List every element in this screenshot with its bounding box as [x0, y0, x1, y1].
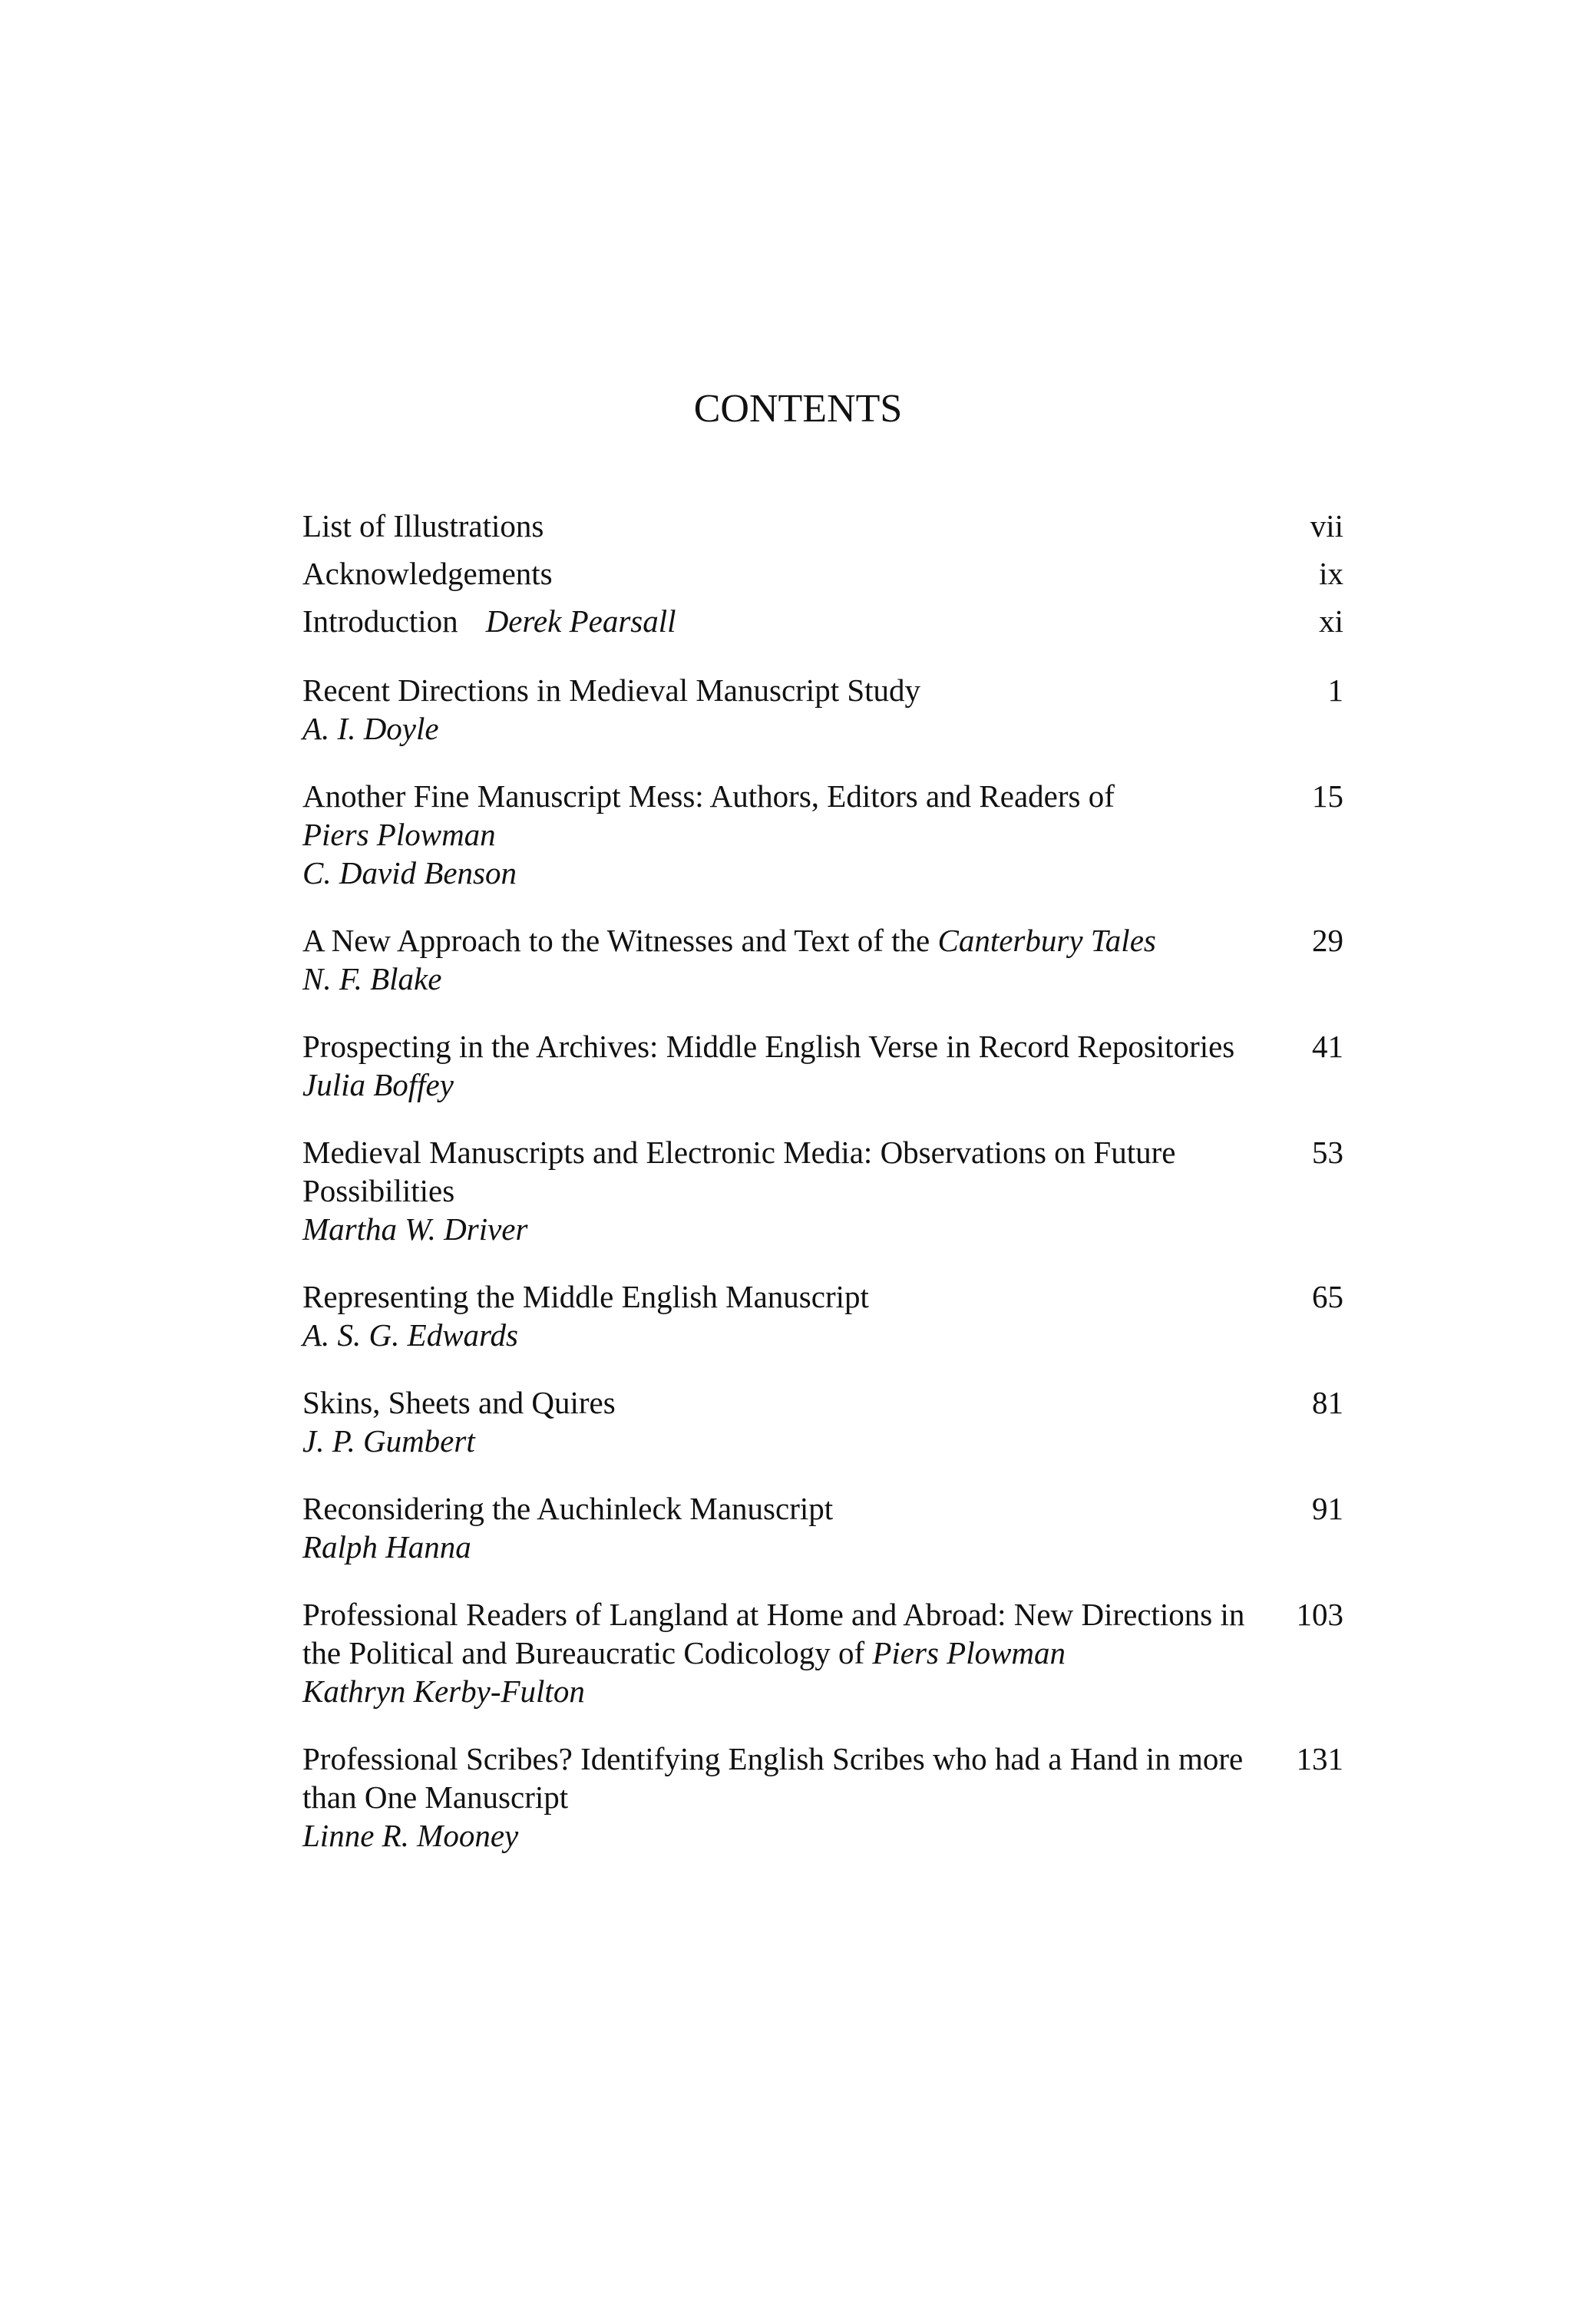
toc-entry	[302, 1027, 1343, 1104]
toc-entry-author: Kathryn Kerby-Fulton	[302, 1674, 585, 1709]
toc-entry-text	[302, 1489, 1262, 1566]
toc-entry-page: vii	[1310, 508, 1343, 544]
toc-entry	[302, 1595, 1343, 1710]
toc-entry-text	[302, 1277, 1262, 1354]
toc-entry-page: 41	[1312, 1029, 1343, 1064]
toc-entry-title: Another Fine Manuscript Mess: Authors, Editors and Readers of	[302, 778, 1115, 814]
table-of-contents	[302, 507, 1343, 1855]
toc-entry-title: Introduction	[302, 603, 458, 639]
toc-entry	[302, 921, 1343, 998]
toc-entry	[302, 1133, 1343, 1248]
toc-entry-title: A New Approach to the Witnesses and Text of the	[302, 923, 938, 958]
toc-entry-acknowledgements	[302, 554, 1343, 602]
toc-entry-title: Professional Scribes? Identifying English Scribes who had a Hand in more than One Manuscript	[302, 1741, 1244, 1815]
toc-entry-text	[302, 1027, 1262, 1104]
toc-entry-page: 53	[1312, 1135, 1343, 1170]
toc-entry-page: 103	[1296, 1597, 1343, 1632]
toc-entry-title-italic: Canterbury Tales	[937, 923, 1156, 958]
toc-entry-title-italic: Piers Plowman	[872, 1635, 1066, 1670]
toc-entry-title-wrap	[302, 602, 1262, 640]
toc-entry-page: 65	[1312, 1279, 1343, 1314]
toc-entry-author: N. F. Blake	[302, 961, 442, 996]
toc-entry-author: Derek Pearsall	[485, 603, 676, 639]
toc-entry-title: Acknowledgements	[302, 556, 553, 591]
toc-entry-page: 81	[1312, 1385, 1343, 1420]
toc-entry-page: ix	[1319, 556, 1343, 591]
toc-entry-author: Linne R. Mooney	[302, 1818, 519, 1853]
toc-entry-author: Ralph Hanna	[302, 1529, 471, 1565]
toc-entry-page: 1	[1327, 672, 1343, 708]
toc-entry-text	[302, 1595, 1262, 1710]
toc-entry-author: J. P. Gumbert	[302, 1423, 475, 1459]
toc-entry-text	[302, 1740, 1262, 1855]
toc-entry-author: Martha W. Driver	[302, 1211, 528, 1247]
toc-entry-page: 15	[1312, 778, 1343, 814]
toc-entry-title: Representing the Middle English Manuscript	[302, 1279, 869, 1314]
toc-entry-text	[302, 1383, 1262, 1460]
toc-entry-page: 91	[1312, 1491, 1343, 1526]
toc-entry	[302, 777, 1343, 892]
toc-entry-text	[302, 777, 1262, 892]
toc-entry-author: C. David Benson	[302, 855, 517, 890]
toc-entry-page: 29	[1312, 923, 1343, 958]
toc-entry-author: A. S. G. Edwards	[302, 1317, 518, 1353]
toc-entry-list-of-illustrations	[302, 507, 1343, 554]
toc-entry-text	[302, 1133, 1262, 1248]
toc-entry-page: xi	[1319, 603, 1343, 639]
toc-entry-title: Prospecting in the Archives: Middle English Verse in Record Repositories	[302, 1029, 1235, 1064]
toc-entry	[302, 1383, 1343, 1460]
toc-entry-title: Medieval Manuscripts and Electronic Media: Observations on Future Possibilities	[302, 1135, 1176, 1208]
toc-entry-title: Professional Readers of Langland at Home and Abroad: New Directions in the Political and Bureaucratic Codicology of	[302, 1597, 1245, 1670]
toc-entry-title: List of Illustrations	[302, 508, 544, 544]
toc-entry-text	[302, 921, 1262, 998]
toc-entry-author: A. I. Doyle	[302, 711, 439, 746]
toc-entry	[302, 1740, 1343, 1855]
toc-entry	[302, 1277, 1343, 1354]
toc-entry	[302, 671, 1343, 748]
front-matter	[302, 507, 1343, 649]
toc-entry-page: 131	[1296, 1741, 1343, 1776]
toc-entry	[302, 1489, 1343, 1566]
toc-entry-author: Julia Boffey	[302, 1067, 454, 1102]
toc-entry-title: Reconsidering the Auchinleck Manuscript	[302, 1491, 834, 1526]
toc-entry-title: Skins, Sheets and Quires	[302, 1385, 616, 1420]
toc-entry-text	[302, 671, 1262, 748]
toc-entry-title-italic: Piers Plowman	[302, 817, 496, 852]
toc-entry-introduction	[302, 602, 1343, 649]
page-title: CONTENTS	[693, 387, 903, 431]
toc-entry-title: Recent Directions in Medieval Manuscript Study	[302, 672, 921, 708]
